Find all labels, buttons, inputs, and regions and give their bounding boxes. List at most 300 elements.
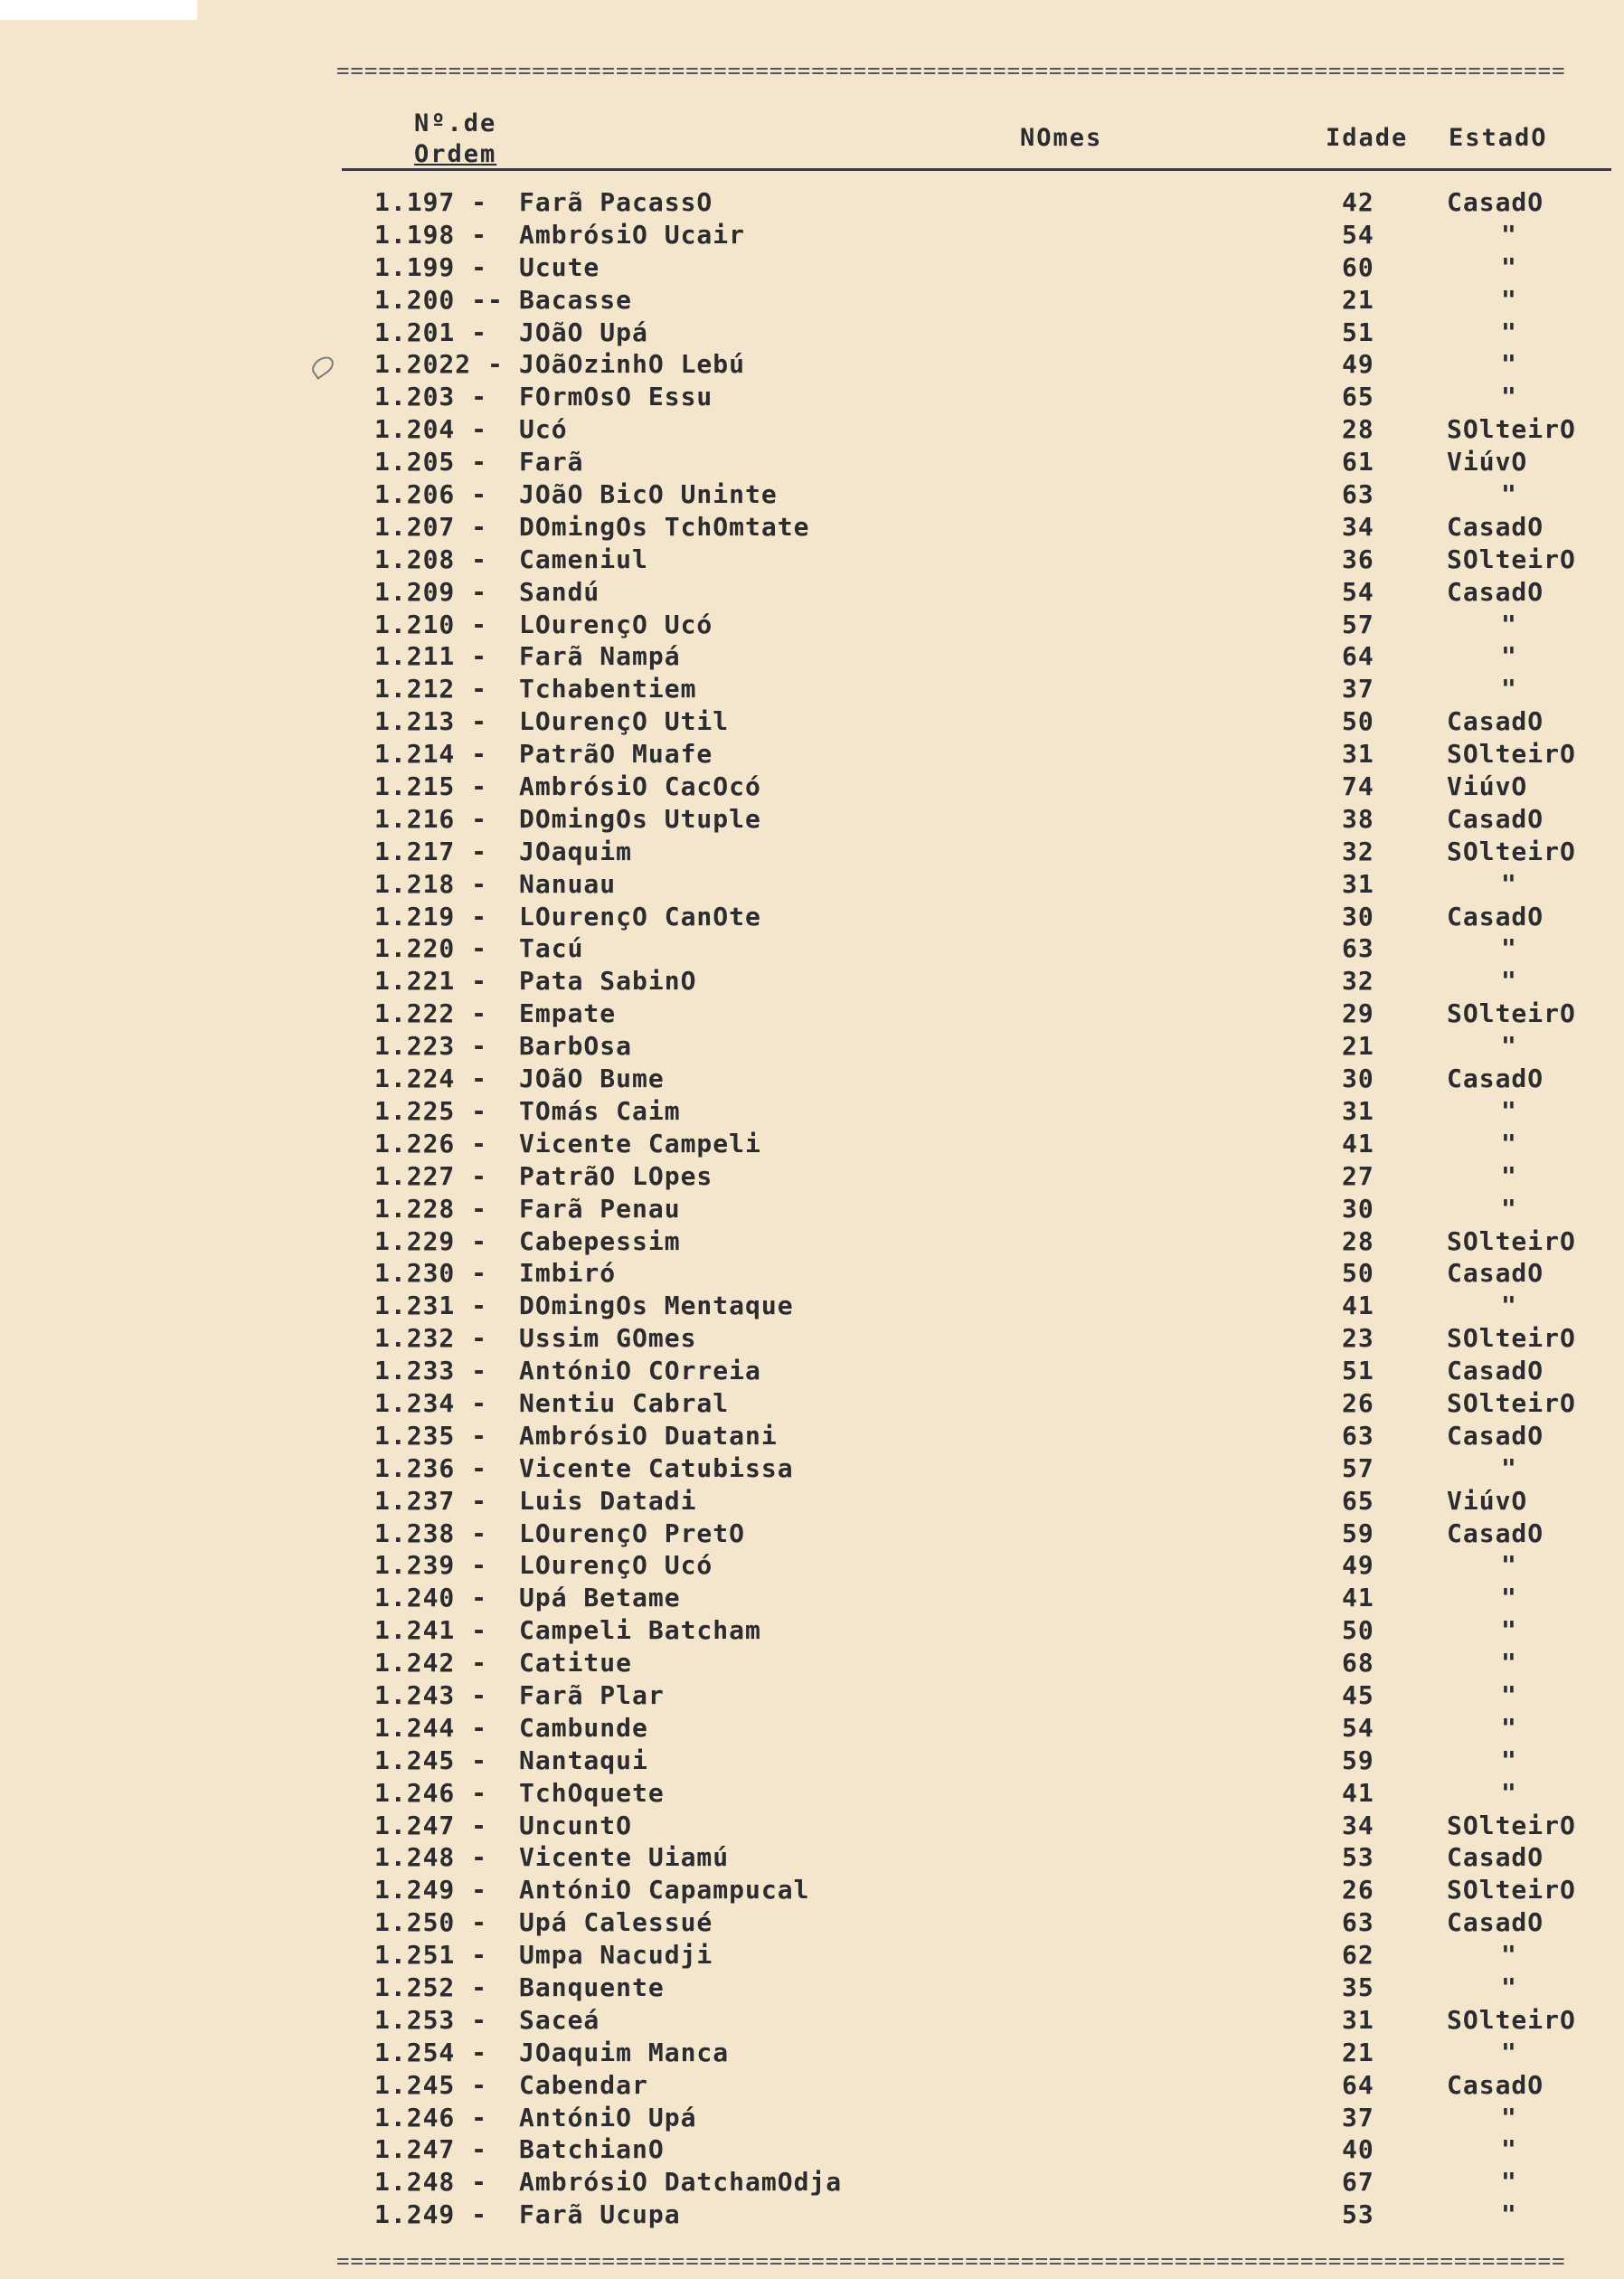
row-status: ViúvO <box>1447 447 1528 478</box>
row-number <box>374 1679 487 1712</box>
row-number-value: 1.222 <box>374 998 456 1029</box>
row-age: 62 <box>1342 1940 1374 1971</box>
row-separator: - <box>471 1193 488 1224</box>
row-name: Ucó <box>519 414 568 445</box>
row-age: 49 <box>1342 1550 1374 1581</box>
table-row <box>0 2166 1624 2199</box>
row-name: AmbrósiO Ucair <box>519 219 746 250</box>
header-ordem-line1: Nº.de <box>414 109 497 137</box>
row-name: Banquente <box>519 1972 665 2002</box>
row-number-value: 1.211 <box>374 641 456 672</box>
row-status: CasadO <box>1447 1064 1544 1094</box>
row-number <box>374 868 487 901</box>
row-separator: - <box>471 2069 488 2100</box>
row-status: CasadO <box>1447 901 1544 931</box>
row-number-value: 1.216 <box>374 803 456 834</box>
row-age: 32 <box>1342 836 1374 866</box>
row-status: " <box>1501 251 1517 282</box>
row-name: Tacú <box>519 933 584 964</box>
table-row <box>0 1841 1624 1874</box>
row-number-value: 1.248 <box>374 2167 456 2198</box>
table-row <box>0 998 1624 1030</box>
row-number <box>374 1095 487 1128</box>
header-ordem <box>414 109 496 170</box>
row-number-value: 1.249 <box>374 2199 456 2230</box>
row-separator: - <box>471 803 488 834</box>
row-status: CasadO <box>1447 511 1544 542</box>
row-age: 61 <box>1342 447 1374 478</box>
row-number-value: 1.229 <box>374 1225 456 1256</box>
row-separator: - <box>471 1258 488 1289</box>
row-status: " <box>1501 1160 1517 1191</box>
row-number-value: 1.214 <box>374 739 456 770</box>
row-age: 67 <box>1342 2167 1374 2198</box>
row-name: AmbrósiO CacOcó <box>519 771 761 802</box>
row-number <box>374 1647 487 1679</box>
row-status: CasadO <box>1447 1258 1544 1289</box>
header-idade: Idade <box>1326 124 1409 152</box>
row-number-value: 1.207 <box>374 511 456 542</box>
row-number <box>374 1387 487 1420</box>
row-age: 64 <box>1342 2069 1374 2100</box>
row-number-value: 1.245 <box>374 2069 456 2100</box>
row-number-value: 1.246 <box>374 1777 456 1808</box>
table-row <box>0 381 1624 413</box>
row-status: SOlteirO <box>1447 998 1576 1029</box>
row-number <box>374 836 487 868</box>
row-age: 27 <box>1342 1160 1374 1191</box>
row-separator: - <box>471 609 488 639</box>
row-separator: - <box>471 836 488 866</box>
row-number-value: 1.212 <box>374 674 456 705</box>
row-number-value: 1.215 <box>374 771 456 802</box>
row-name: AntóniO Capampucal <box>519 1875 810 1905</box>
row-age: 30 <box>1342 1193 1374 1224</box>
row-number-value: 1.200 <box>374 284 456 315</box>
row-separator: - <box>471 1064 488 1094</box>
row-separator: - <box>471 1387 488 1418</box>
row-age: 29 <box>1342 998 1374 1029</box>
row-age: 65 <box>1342 382 1374 412</box>
row-number <box>374 738 487 771</box>
row-status: " <box>1501 349 1517 380</box>
row-status: SOlteirO <box>1447 739 1576 770</box>
table-row <box>0 413 1624 446</box>
row-status: " <box>1501 1550 1517 1581</box>
row-separator: - <box>471 382 488 412</box>
row-name: Vicente Catubissa <box>519 1452 794 1483</box>
row-age: 57 <box>1342 1452 1374 1483</box>
table-row <box>0 1128 1624 1160</box>
row-status: " <box>1501 1031 1517 1062</box>
row-status: " <box>1501 966 1517 997</box>
row-number <box>374 413 487 446</box>
row-age: 35 <box>1342 1972 1374 2002</box>
row-age: 59 <box>1342 1518 1374 1548</box>
row-name: Farã Ucupa <box>519 2199 681 2230</box>
row-number <box>374 2004 487 2037</box>
table-row <box>0 2069 1624 2102</box>
row-name: PatrãO LOpes <box>519 1160 713 1191</box>
row-separator: - <box>471 1485 488 1516</box>
row-number-value: 1.238 <box>374 1518 456 1548</box>
table-row <box>0 478 1624 511</box>
row-number-value: 1.221 <box>374 966 456 997</box>
row-number-value: 1.199 <box>374 251 456 282</box>
row-number-value: 1.227 <box>374 1160 456 1191</box>
top-rule: ======================================================================================== <box>336 60 1566 81</box>
row-separator: - <box>471 2167 488 2198</box>
row-name: LOurençO Ucó <box>519 1550 713 1581</box>
row-separator: - <box>471 674 488 705</box>
row-number <box>374 544 487 576</box>
row-separator: - <box>471 1095 488 1126</box>
row-status: " <box>1501 933 1517 964</box>
table-row <box>0 219 1624 251</box>
table-row <box>0 1095 1624 1128</box>
row-separator: - <box>471 1810 488 1840</box>
row-status: CasadO <box>1447 1907 1544 1938</box>
row-separator: - <box>471 901 488 931</box>
register-list <box>0 186 1624 2231</box>
row-name: FOrmOsO Essu <box>519 382 713 412</box>
table-row <box>0 1063 1624 1095</box>
row-number-value: 1.251 <box>374 1940 456 1971</box>
row-separator: - <box>471 966 488 997</box>
row-number-value: 1.201 <box>374 317 456 347</box>
row-number <box>374 381 487 413</box>
row-separator: - <box>471 1518 488 1548</box>
table-row <box>0 511 1624 544</box>
row-number <box>374 1810 487 1842</box>
table-row <box>0 1745 1624 1777</box>
row-number-value: 1.236 <box>374 1452 456 1483</box>
row-separator: - <box>471 1712 488 1743</box>
row-age: 63 <box>1342 1907 1374 1938</box>
row-age: 53 <box>1342 2199 1374 2230</box>
row-number-value: 1.209 <box>374 576 456 607</box>
row-number <box>374 219 487 251</box>
row-status: " <box>1501 382 1517 412</box>
row-status: SOlteirO <box>1447 1323 1576 1354</box>
row-age: 28 <box>1342 414 1374 445</box>
row-number <box>374 1030 487 1063</box>
row-number-value: 1.246 <box>374 2102 456 2132</box>
row-status: " <box>1501 1777 1517 1808</box>
row-age: 37 <box>1342 2102 1374 2132</box>
row-status: ViúvO <box>1447 1485 1528 1516</box>
row-number-value: 1.232 <box>374 1323 456 1354</box>
header-nomes: NOmes <box>1020 124 1103 152</box>
row-age: 38 <box>1342 803 1374 834</box>
table-row <box>0 1906 1624 1939</box>
row-name: Ucute <box>519 251 600 282</box>
row-name: JOãO BicO Uninte <box>519 479 778 510</box>
row-number-value: 1.241 <box>374 1615 456 1646</box>
table-row <box>0 836 1624 868</box>
row-age: 59 <box>1342 1745 1374 1775</box>
row-number <box>374 478 487 511</box>
row-status: " <box>1501 868 1517 899</box>
row-age: 60 <box>1342 251 1374 282</box>
row-number <box>374 2102 487 2134</box>
row-number-value: 1.233 <box>374 1356 456 1386</box>
table-row <box>0 1322 1624 1355</box>
row-number <box>374 2166 487 2199</box>
row-separator: - <box>471 933 488 964</box>
row-age: 28 <box>1342 1225 1374 1256</box>
row-name: Vicente Campeli <box>519 1128 761 1158</box>
row-separator: - <box>471 1745 488 1775</box>
row-age: 53 <box>1342 1842 1374 1873</box>
table-row <box>0 2133 1624 2166</box>
row-age: 54 <box>1342 219 1374 250</box>
row-status: " <box>1501 609 1517 639</box>
row-separator: - <box>471 998 488 1029</box>
row-age: 23 <box>1342 1323 1374 1354</box>
row-age: 26 <box>1342 1387 1374 1418</box>
row-number-value: 1.248 <box>374 1842 456 1873</box>
table-row <box>0 348 1624 381</box>
row-age: 54 <box>1342 1712 1374 1743</box>
row-status: " <box>1501 1193 1517 1224</box>
row-number-value: 1.204 <box>374 414 456 445</box>
row-number-value: 1.247 <box>374 2134 456 2165</box>
row-number <box>374 317 487 349</box>
row-number <box>374 1582 487 1614</box>
row-separator: - <box>471 771 488 802</box>
table-row <box>0 186 1624 219</box>
row-status: " <box>1501 1615 1517 1646</box>
row-status: SOlteirO <box>1447 414 1576 445</box>
table-row <box>0 1874 1624 1906</box>
row-name: Sandú <box>519 576 600 607</box>
row-status: SOlteirO <box>1447 2004 1576 2035</box>
row-separator: - <box>471 219 488 250</box>
row-status: " <box>1501 479 1517 510</box>
row-name: BarbOsa <box>519 1031 633 1062</box>
table-row <box>0 803 1624 836</box>
table-row <box>0 673 1624 705</box>
row-separator: - <box>471 2199 488 2230</box>
row-number <box>374 511 487 544</box>
row-number <box>374 2133 487 2166</box>
table-row <box>0 576 1624 609</box>
row-name: Cabendar <box>519 2069 648 2100</box>
row-number-value: 1.244 <box>374 1712 456 1743</box>
row-number-value: 1.225 <box>374 1095 456 1126</box>
row-number <box>374 348 504 381</box>
row-status: CasadO <box>1447 1518 1544 1548</box>
row-separator: - <box>471 251 488 282</box>
row-status: SOlteirO <box>1447 1387 1576 1418</box>
row-number <box>374 1518 487 1550</box>
row-separator: - <box>471 1875 488 1905</box>
row-age: 30 <box>1342 1064 1374 1094</box>
row-age: 54 <box>1342 576 1374 607</box>
row-status: " <box>1501 641 1517 672</box>
row-number-value: 1.240 <box>374 1583 456 1613</box>
table-row <box>0 1193 1624 1225</box>
row-separator: - <box>471 511 488 542</box>
table-row <box>0 932 1624 965</box>
row-number <box>374 1745 487 1777</box>
row-age: 34 <box>1342 511 1374 542</box>
table-row <box>0 640 1624 673</box>
table-row <box>0 2102 1624 2134</box>
row-name: Saceá <box>519 2004 600 2035</box>
row-status: " <box>1501 1679 1517 1710</box>
row-separator: - <box>471 447 488 478</box>
row-separator: - <box>487 349 504 380</box>
row-separator: - <box>471 1291 488 1321</box>
row-status: " <box>1501 1648 1517 1679</box>
table-row <box>0 609 1624 641</box>
row-age: 21 <box>1342 2037 1374 2067</box>
row-status: CasadO <box>1447 1356 1544 1386</box>
row-number-value: 1.243 <box>374 1679 456 1710</box>
row-name: LOurençO PretO <box>519 1518 746 1548</box>
row-number <box>374 932 487 965</box>
row-number-value: 1.219 <box>374 901 456 931</box>
row-number <box>374 609 487 641</box>
row-number-value: 1.217 <box>374 836 456 866</box>
table-row <box>0 1355 1624 1387</box>
row-number-value: 1.205 <box>374 447 456 478</box>
table-row <box>0 965 1624 998</box>
row-name: DOmingOs TchOmtate <box>519 511 810 542</box>
row-number <box>374 2069 487 2102</box>
row-status: " <box>1501 1712 1517 1743</box>
row-number-value: 1.203 <box>374 382 456 412</box>
row-age: 65 <box>1342 1485 1374 1516</box>
row-age: 41 <box>1342 1777 1374 1808</box>
row-number <box>374 998 487 1030</box>
row-status: CasadO <box>1447 1420 1544 1451</box>
row-age: 68 <box>1342 1648 1374 1679</box>
row-status: SOlteirO <box>1447 1810 1576 1840</box>
row-age: 51 <box>1342 1356 1374 1386</box>
row-number-value: 1.210 <box>374 609 456 639</box>
row-number <box>374 251 487 284</box>
table-row <box>0 1712 1624 1745</box>
row-name: Vicente Uiamú <box>519 1842 730 1873</box>
row-name: AmbrósiO Duatani <box>519 1420 778 1451</box>
row-name: Upá Betame <box>519 1583 681 1613</box>
row-status: SOlteirO <box>1447 544 1576 574</box>
row-number-value: 1.220 <box>374 933 456 964</box>
row-number-value: 1.208 <box>374 544 456 574</box>
row-number-value: 1.2022 <box>374 349 472 380</box>
row-number <box>374 1549 487 1582</box>
row-status: " <box>1501 2037 1517 2067</box>
row-age: 41 <box>1342 1291 1374 1321</box>
row-number <box>374 771 487 803</box>
table-row <box>0 2004 1624 2037</box>
row-age: 21 <box>1342 284 1374 315</box>
table-row <box>0 1030 1624 1063</box>
row-status: SOlteirO <box>1447 1225 1576 1256</box>
header-divider <box>342 168 1611 171</box>
bottom-rule: ======================================================================================== <box>336 2250 1566 2272</box>
row-name: TchOquete <box>519 1777 665 1808</box>
row-age: 34 <box>1342 1810 1374 1840</box>
row-separator: - <box>471 1452 488 1483</box>
row-status: ViúvO <box>1447 771 1528 802</box>
row-status: " <box>1501 1452 1517 1483</box>
row-name: Cambunde <box>519 1712 648 1743</box>
row-number <box>374 1614 487 1647</box>
row-number-value: 1.245 <box>374 1745 456 1775</box>
row-separator: - <box>471 1583 488 1613</box>
row-separator: - <box>471 1940 488 1971</box>
row-number-value: 1.228 <box>374 1193 456 1224</box>
row-age: 49 <box>1342 349 1374 380</box>
row-number-value: 1.198 <box>374 219 456 250</box>
row-separator: - <box>471 1323 488 1354</box>
row-name: Farã Plar <box>519 1679 665 1710</box>
row-status: CasadO <box>1447 706 1544 737</box>
row-separator: - <box>471 641 488 672</box>
row-number-value: 1.239 <box>374 1550 456 1581</box>
row-number <box>374 2037 487 2069</box>
row-number-value: 1.242 <box>374 1648 456 1679</box>
row-number <box>374 576 487 609</box>
row-name: Nentiu Cabral <box>519 1387 730 1418</box>
table-row <box>0 1225 1624 1258</box>
row-name: JOãOzinhO Lebú <box>519 349 746 380</box>
table-row <box>0 1679 1624 1712</box>
row-status: " <box>1501 1940 1517 1971</box>
table-row <box>0 771 1624 803</box>
row-number <box>374 705 487 738</box>
row-number <box>374 1452 487 1485</box>
row-number-value: 1.250 <box>374 1907 456 1938</box>
row-separator: - <box>471 2134 488 2165</box>
row-age: 57 <box>1342 609 1374 639</box>
row-age: 63 <box>1342 479 1374 510</box>
table-row <box>0 1485 1624 1518</box>
row-status: SOlteirO <box>1447 836 1576 866</box>
table-row <box>0 1972 1624 2004</box>
row-name: JOaquim Manca <box>519 2037 730 2067</box>
row-separator: - <box>471 1679 488 1710</box>
row-status: " <box>1501 674 1517 705</box>
row-separator: - <box>471 317 488 347</box>
table-row <box>0 1420 1624 1452</box>
row-number-value: 1.234 <box>374 1387 456 1418</box>
row-separator: - <box>471 1550 488 1581</box>
row-age: 31 <box>1342 2004 1374 2035</box>
row-number <box>374 1193 487 1225</box>
row-number-value: 1.223 <box>374 1031 456 1062</box>
table-row <box>0 1777 1624 1810</box>
row-name: Ussim GOmes <box>519 1323 697 1354</box>
row-name: Cabepessim <box>519 1225 681 1256</box>
row-number <box>374 1225 487 1258</box>
table-row <box>0 2199 1624 2231</box>
table-row <box>0 544 1624 576</box>
row-number <box>374 1290 487 1322</box>
row-number <box>374 446 487 478</box>
row-separator: - <box>471 1160 488 1191</box>
table-row <box>0 1582 1624 1614</box>
row-separator: - <box>471 739 488 770</box>
row-status: " <box>1501 2134 1517 2165</box>
row-status: " <box>1501 2167 1517 2198</box>
header-estado: EstadO <box>1449 124 1548 152</box>
table-row <box>0 1452 1624 1485</box>
